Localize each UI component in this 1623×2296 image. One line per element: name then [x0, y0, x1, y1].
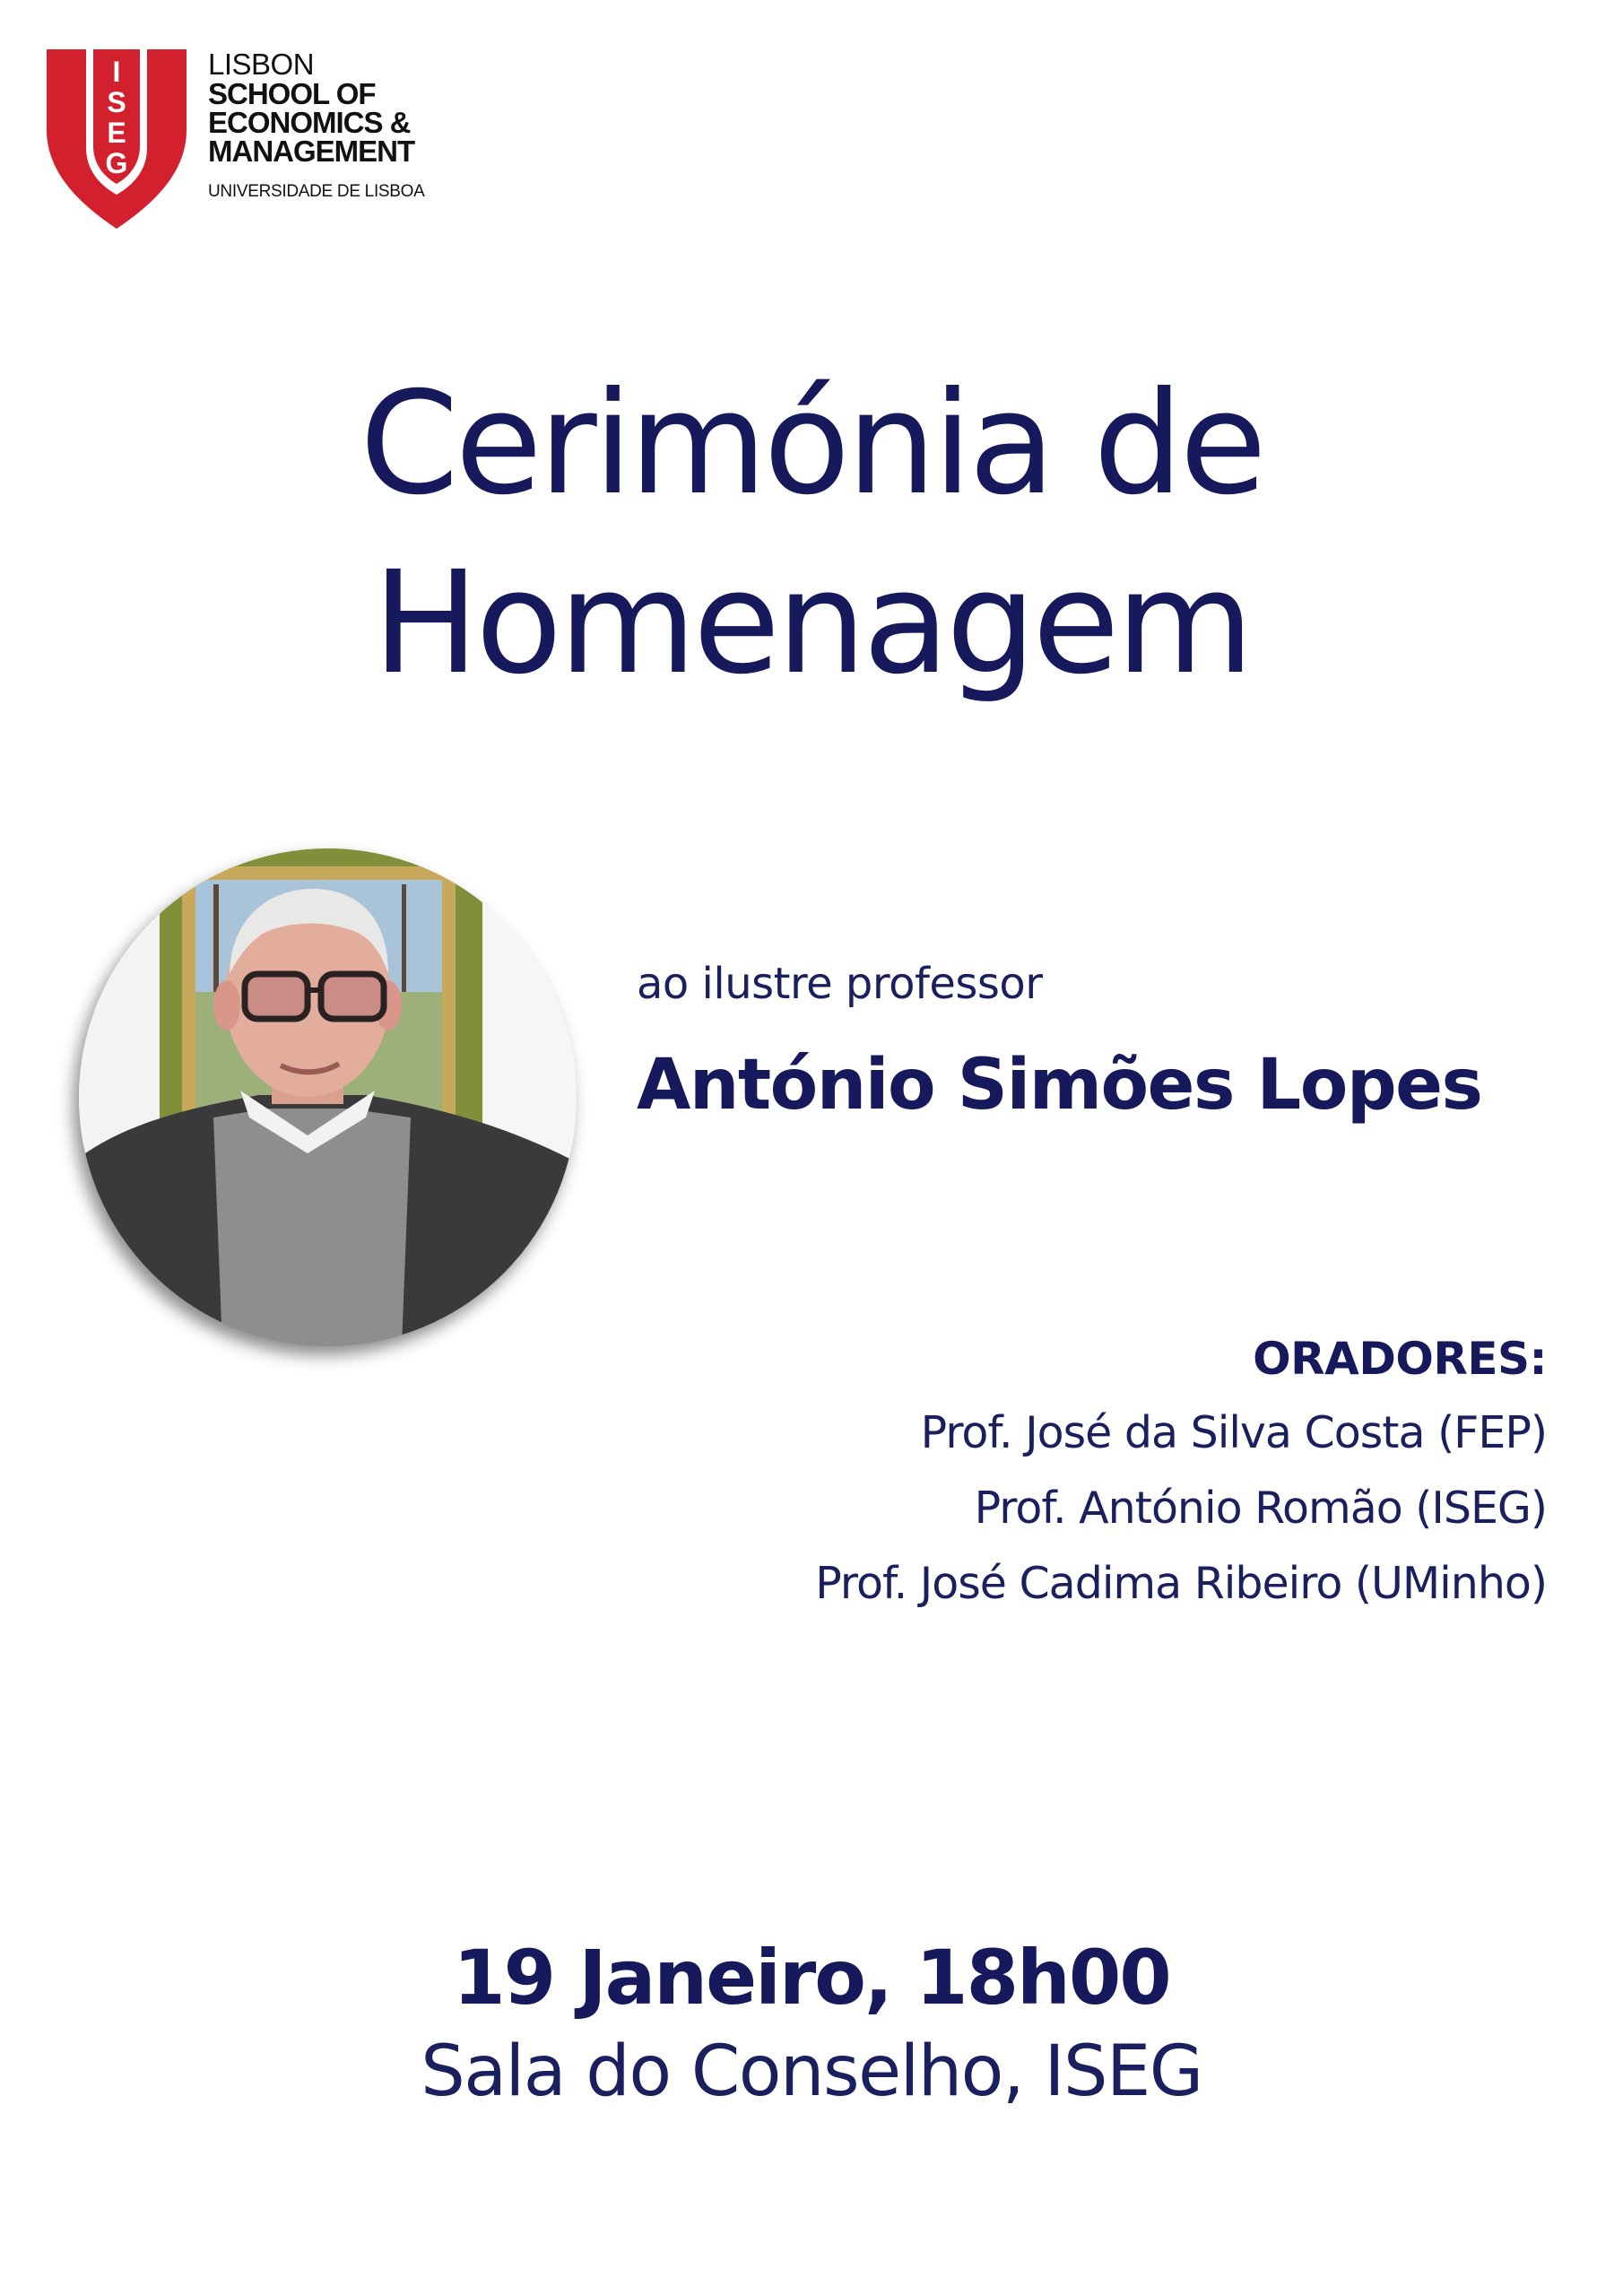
logo-line-university: UNIVERSIDADE DE LISBOA [208, 182, 425, 201]
logo-wordmark [208, 49, 468, 202]
honoree-portrait [79, 848, 577, 1346]
portrait-image [79, 848, 577, 1346]
page-title [0, 354, 1623, 713]
speakers-section [815, 1327, 1547, 1622]
shield-letter-e: E [107, 117, 126, 149]
shield-letter-i: I [112, 56, 121, 88]
logo-line-economics: ECONOMICS & [208, 106, 411, 139]
speaker-item: Prof. José Cadima Ribeiro (UMinho) [815, 1558, 1547, 1609]
title-line-2: Homenagem [372, 541, 1251, 706]
logo-line-lisbon: LISBON [208, 48, 315, 81]
iseg-shield-icon [47, 49, 187, 229]
speakers-heading: ORADORES: [1253, 1333, 1547, 1385]
title-line-1: Cerimónia de [360, 361, 1263, 526]
iseg-logo [47, 49, 459, 238]
shield-letter-s: S [107, 86, 126, 118]
speaker-item: Prof. José da Silva Costa (FEP) [920, 1407, 1547, 1458]
tribute-intro: ao ilustre professor [637, 959, 1043, 1009]
event-date-time: 19 Janeiro, 18h00 [453, 1934, 1170, 2022]
logo-line-management: MANAGEMENT [208, 135, 415, 168]
event-venue: Sala do Conselho, ISEG [421, 2031, 1202, 2112]
honoree-name: António Simões Lopes [637, 1045, 1482, 1126]
logo-line-school: SCHOOL OF [208, 77, 376, 110]
shield-letter-g: G [105, 147, 128, 179]
speaker-item: Prof. António Romão (ISEG) [974, 1483, 1547, 1534]
